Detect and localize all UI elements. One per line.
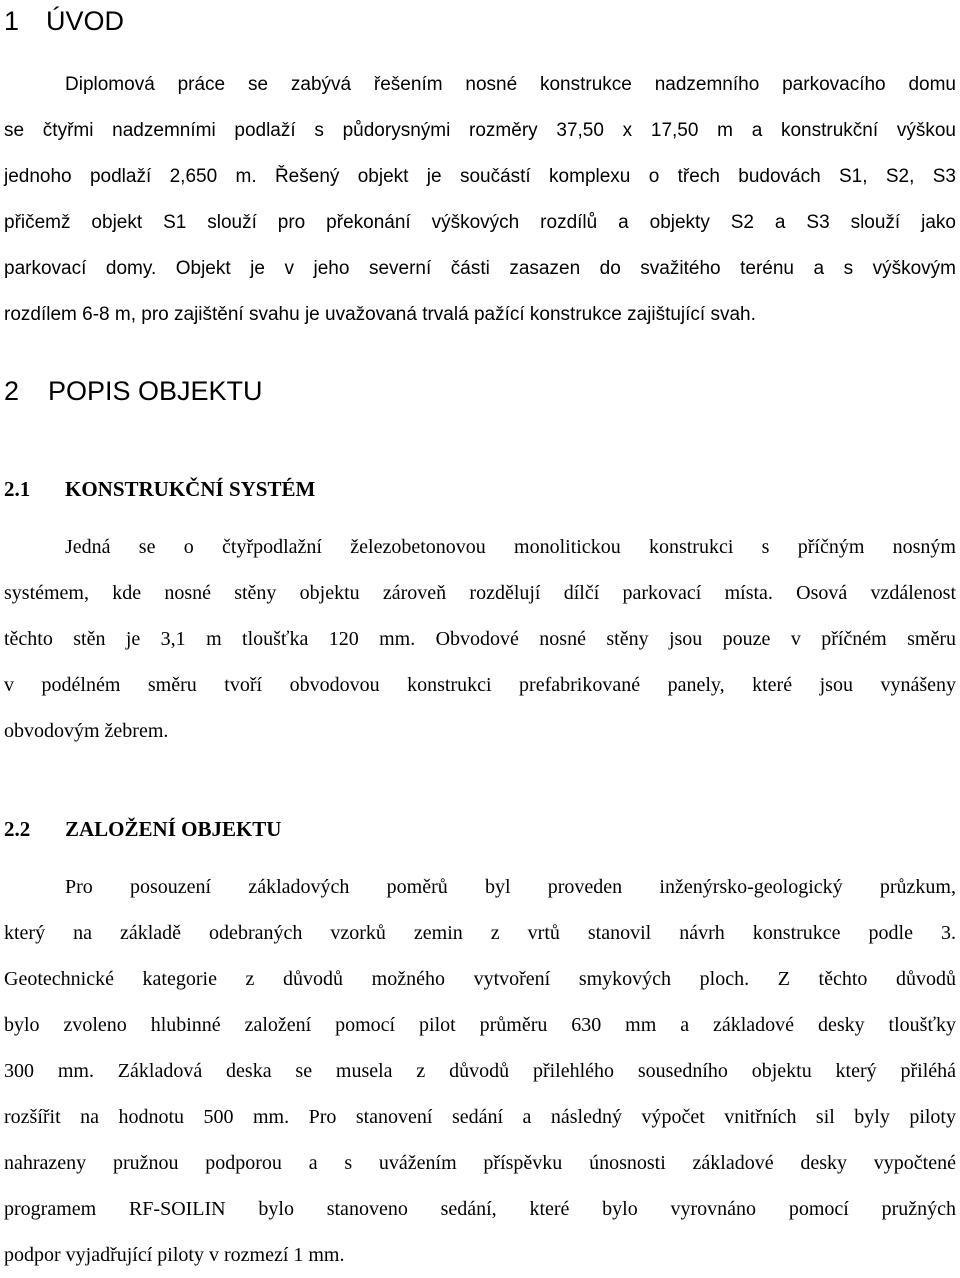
text-line: v podélném směru tvoří obvodovou konstrukci prefabrikované panely, které jsou vynášeny (4, 674, 956, 696)
heading-uvod (4, 4, 124, 38)
text-line: jednoho podlaží 2,650 m. Řešený objekt je součástí komplexu o třech budovách S1, S2, S3 (4, 166, 956, 187)
heading-konstrukcni-system (4, 475, 315, 503)
heading-title: KONSTRUKČNÍ SYSTÉM (65, 477, 316, 501)
text-line: rozšířit na hodnotu 500 mm. Pro stanovení sedání a následný výpočet vnitřních sil byly piloty (4, 1106, 956, 1128)
paragraph-uvod (4, 62, 956, 338)
text-line: Pro posouzení základových poměrů byl proveden inženýrsko-geologický průzkum, (65, 876, 956, 898)
heading-title: POPIS OBJEKTU (48, 376, 263, 406)
text-line: programem RF-SOILIN bylo stanoveno sedání, které bylo vyrovnáno pomocí pružných (4, 1198, 956, 1220)
text-line: Jedná se o čtyřpodlažní železobetonovou monolitickou konstrukci s příčným nosným (65, 536, 956, 558)
text-line: systémem, kde nosné stěny objektu zároveň rozdělují dílčí parkovací místa. Osová vzdálenost (4, 582, 956, 604)
text-line: Geotechnické kategorie z důvodů možného vytvoření smykových ploch. Z těchto důvodů (4, 968, 956, 990)
text-line: rozdílem 6-8 m, pro zajištění svahu je uvažovaná trvalá pažící konstrukce zajištující svah. (4, 304, 756, 325)
text-line: nahrazeny pružnou podporou a s uvážením příspěvku únosnosti základové desky vypočtené (4, 1152, 956, 1174)
paragraph-zalozeni-objektu (4, 864, 956, 1278)
text-line: parkovací domy. Objekt je v jeho severní části zasazen do svažitého terénu a s výškovým (4, 258, 956, 279)
text-line: obvodovým žebrem. (4, 720, 169, 742)
heading-number: 2.1 (4, 477, 31, 501)
heading-popis-objektu (4, 374, 263, 408)
heading-number: 1 (4, 6, 20, 36)
heading-title: ZALOŽENÍ OBJEKTU (65, 817, 282, 841)
text-line: podpor vyjadřující piloty v rozmezí 1 mm. (4, 1244, 345, 1266)
heading-title: ÚVOD (46, 6, 125, 36)
text-line: těchto stěn je 3,1 m tloušťka 120 mm. Obvodové nosné stěny jsou pouze v příčném směru (4, 628, 956, 650)
text-line: 300 mm. Základová deska se musela z důvodů přilehlého sousedního objektu který přiléhá (4, 1060, 956, 1082)
paragraph-konstrukcni-system (4, 524, 956, 754)
heading-number: 2 (4, 376, 20, 406)
text-line: který na základě odebraných vzorků zemin z vrtů stanovil návrh konstrukce podle 3. (4, 922, 956, 944)
text-line: bylo zvoleno hlubinné založení pomocí pilot průměru 630 mm a základové desky tloušťky (4, 1014, 956, 1036)
text-line: přičemž objekt S1 slouží pro překonání výškových rozdílů a objekty S2 a S3 slouží jako (4, 212, 956, 233)
text-line: Diplomová práce se zabývá řešením nosné konstrukce nadzemního parkovacího domu (65, 74, 956, 95)
heading-zalozeni-objektu (4, 815, 281, 843)
heading-number: 2.2 (4, 817, 31, 841)
text-line: se čtyřmi nadzemními podlaží s půdorysnými rozměry 37,50 x 17,50 m a konstrukční výškou (4, 120, 956, 141)
